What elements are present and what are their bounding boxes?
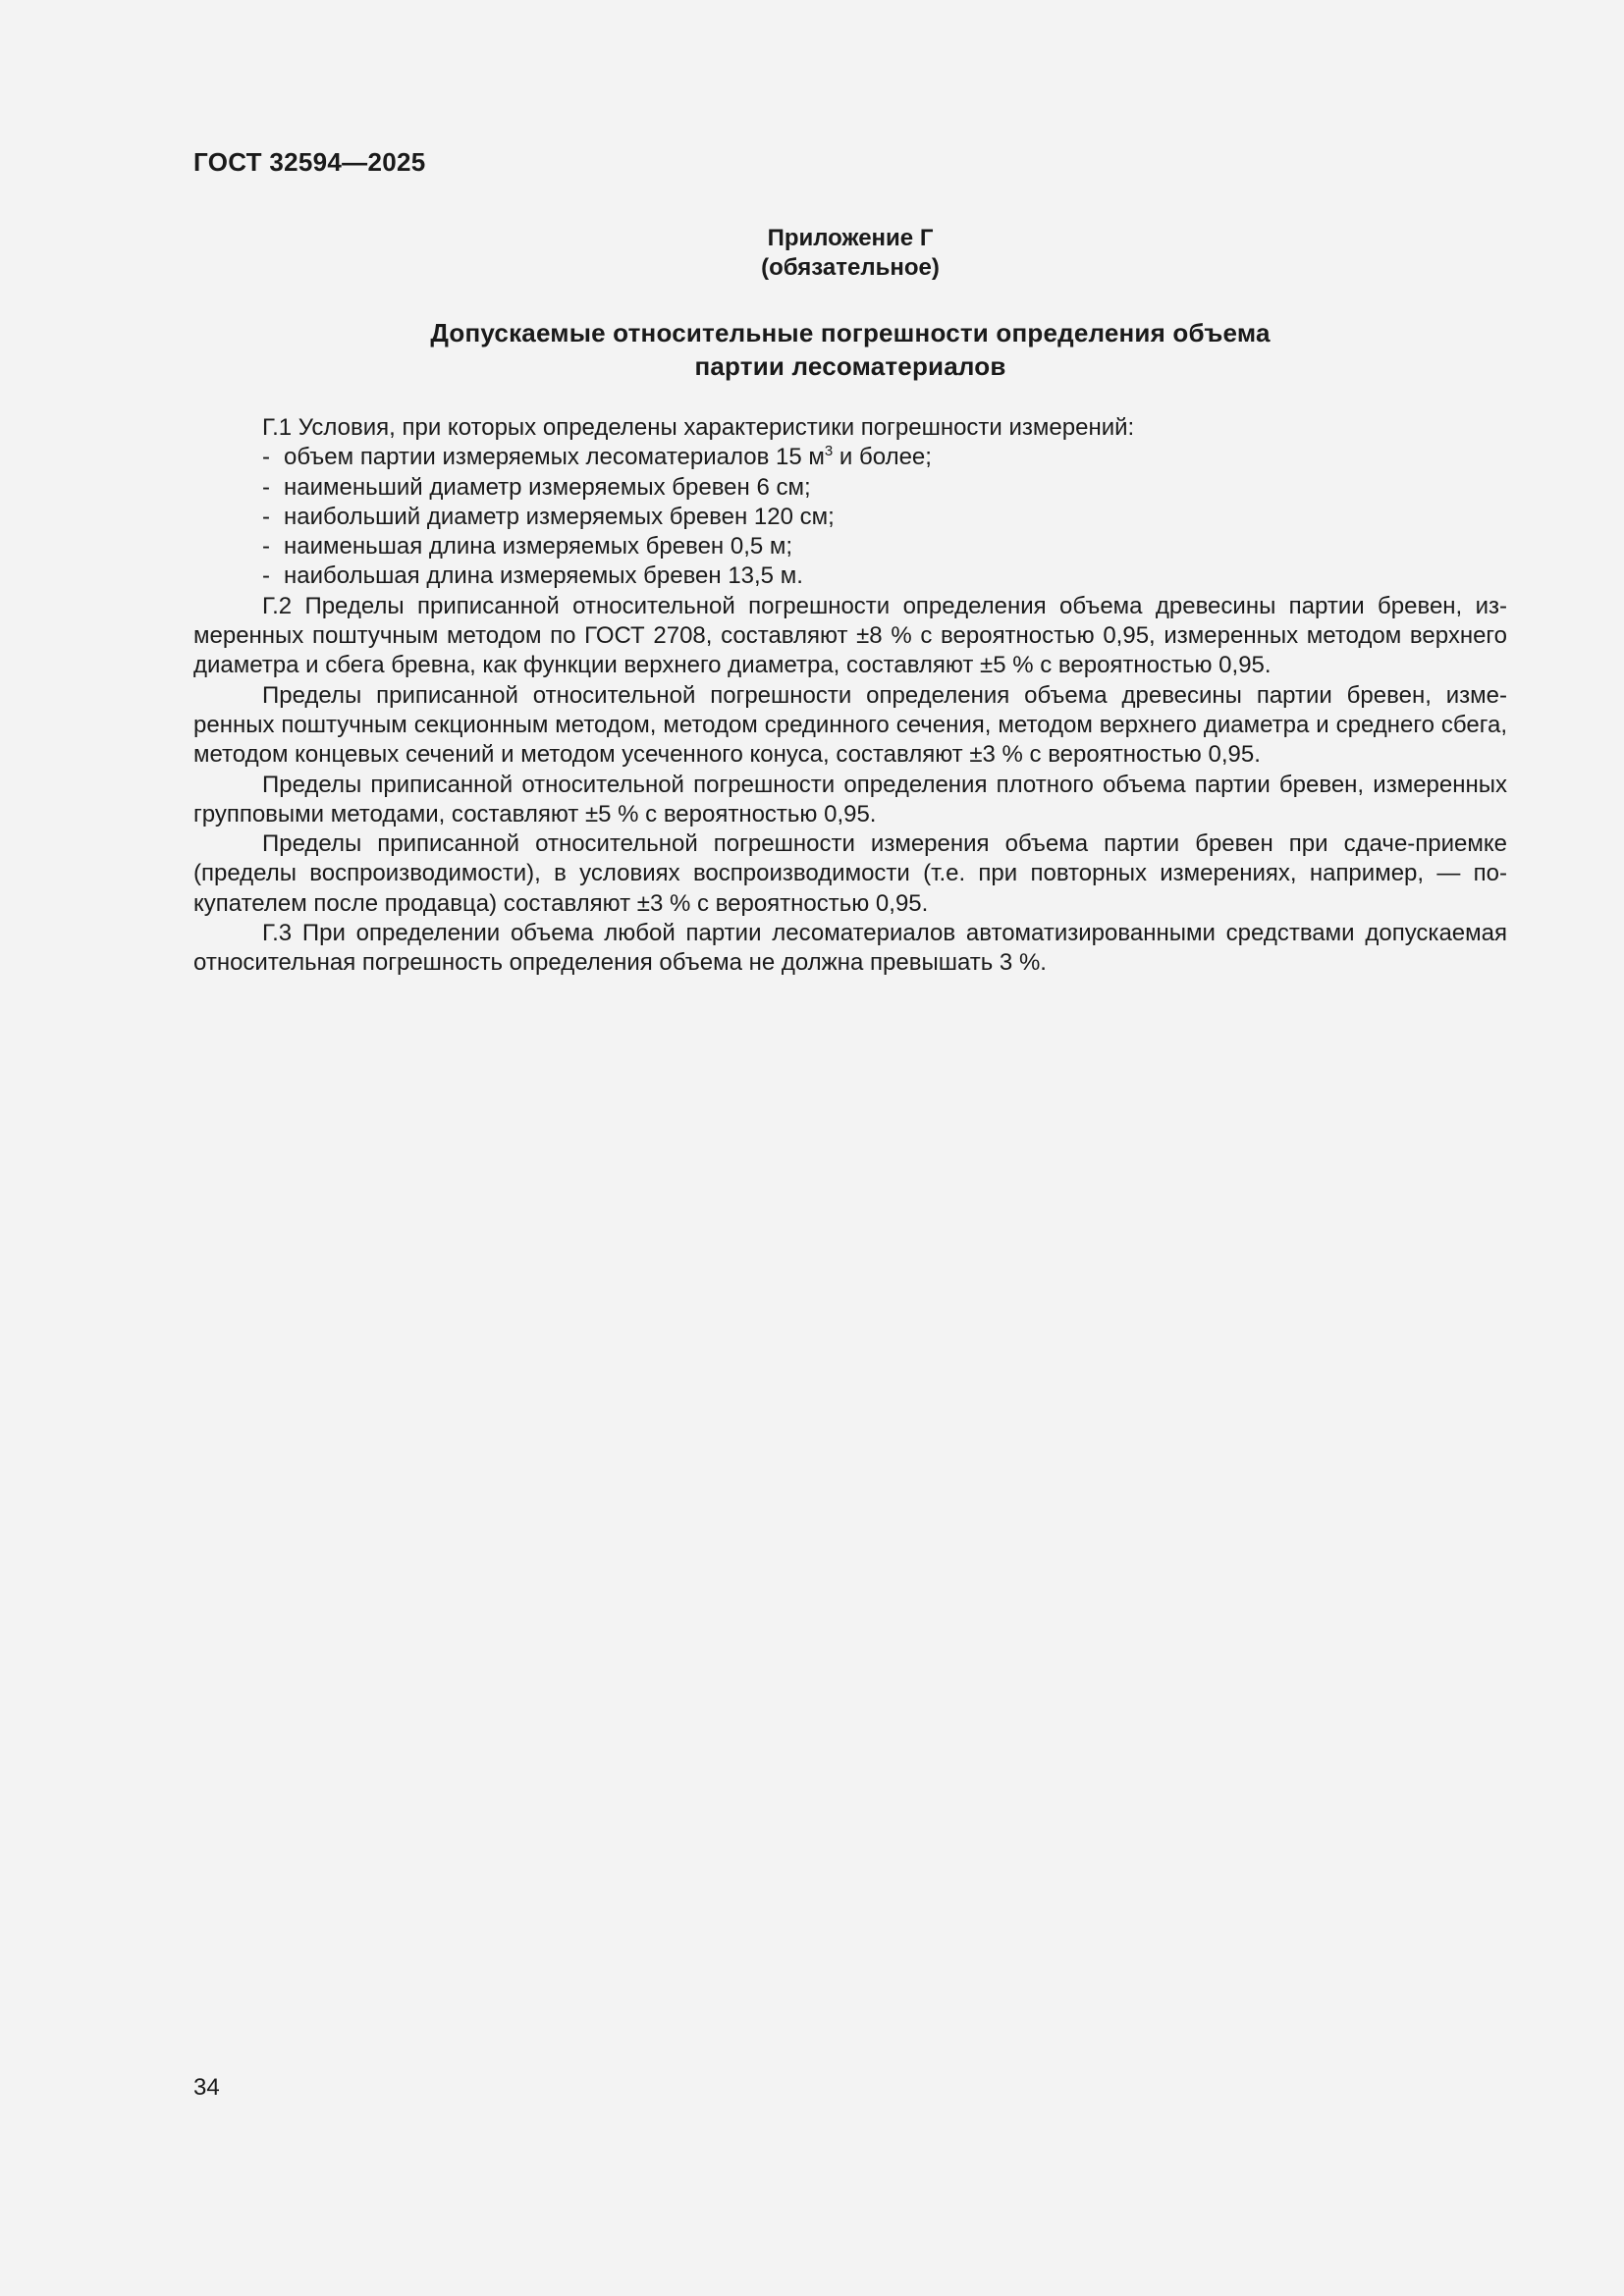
superscript: 3 bbox=[824, 443, 834, 460]
list-item-text: наибольшая длина измеряемых бревен 13,5 м. bbox=[284, 562, 803, 590]
page-number: 34 bbox=[193, 2074, 220, 2101]
section-g2-paragraph: Г.2 Пределы приписанной относительной погрешности определения объема древесины партии бревен, измеренных поштучным методом по ГОСТ 2708, составляют ±8 % с вероятностью 0,95, измеренных методом верхнего диаметра и сбега бревна, как функции верхнего диаметра, составляют ±5 % с вероятностью 0,95. bbox=[193, 592, 1507, 679]
list-item-text-after: и более; bbox=[833, 444, 932, 471]
section-g1-intro: Г.1 Условия, при которых определены характеристики погрешности измерений: bbox=[262, 414, 1135, 441]
list-dash: - bbox=[262, 562, 270, 590]
list-item-text: наименьшая длина измеряемых бревен 0,5 м; bbox=[284, 533, 793, 561]
list-dash: - bbox=[262, 444, 270, 471]
condition-list-item bbox=[193, 561, 1507, 591]
list-dash: - bbox=[262, 473, 270, 501]
section-g3-paragraph: Г.3 При определении объема любой партии лесоматериалов автоматизированными средствами допускаемая относительная погрешность определения объема не должна превышать 3 %. bbox=[193, 920, 1507, 977]
section-g2-paragraph: Пределы приписанной относительной погрешности измерения объема партии бревен при сдаче-приемке (пределы воспроизводимости), в условиях воспроизводимости (т.е. при повторных измерениях, например, — покупателем после продавца) составляют ±3 % с вероятностью 0,95. bbox=[193, 830, 1507, 917]
condition-list-item bbox=[193, 473, 1507, 503]
annex-status: (обязательное) bbox=[761, 254, 940, 281]
section-g2-paragraph: Пределы приписанной относительной погрешности определения плотного объема партии бревен, измеренных групповыми методами, составляют ±5 % с вероятностью 0,95. bbox=[193, 771, 1507, 828]
list-item-text: наибольший диаметр измеряемых бревен 120 см; bbox=[284, 503, 835, 530]
condition-list-item bbox=[193, 532, 1507, 561]
annex-title-line-2: партии лесоматериалов bbox=[694, 351, 1006, 381]
list-dash: - bbox=[262, 533, 270, 561]
annex-title-line-1: Допускаемые относительные погрешности определения объема bbox=[430, 318, 1271, 347]
list-item-text bbox=[284, 443, 932, 472]
list-item-text: наименьший диаметр измеряемых бревен 6 см; bbox=[284, 473, 811, 501]
list-dash: - bbox=[262, 503, 270, 530]
annex-title bbox=[193, 316, 1507, 383]
document-header-code: ГОСТ 32594—2025 bbox=[193, 147, 426, 177]
list-item-text-before: объем партии измеряемых лесоматериалов 15 м bbox=[284, 444, 825, 471]
annex-heading bbox=[193, 224, 1507, 283]
condition-list-item bbox=[193, 503, 1507, 532]
condition-list-item bbox=[193, 443, 1507, 472]
annex-label: Приложение Г bbox=[767, 225, 934, 251]
document-body bbox=[193, 413, 1507, 979]
section-g2-paragraph: Пределы приписанной относительной погрешности определения объема древесины партии бревен, измеренных поштучным секционным методом, методом срединного сечения, методом верхнего диаметра и среднего сбега, методом концевых сечений и методом усеченного конуса, составляют ±3 % с вероятностью 0,95. bbox=[193, 681, 1507, 769]
